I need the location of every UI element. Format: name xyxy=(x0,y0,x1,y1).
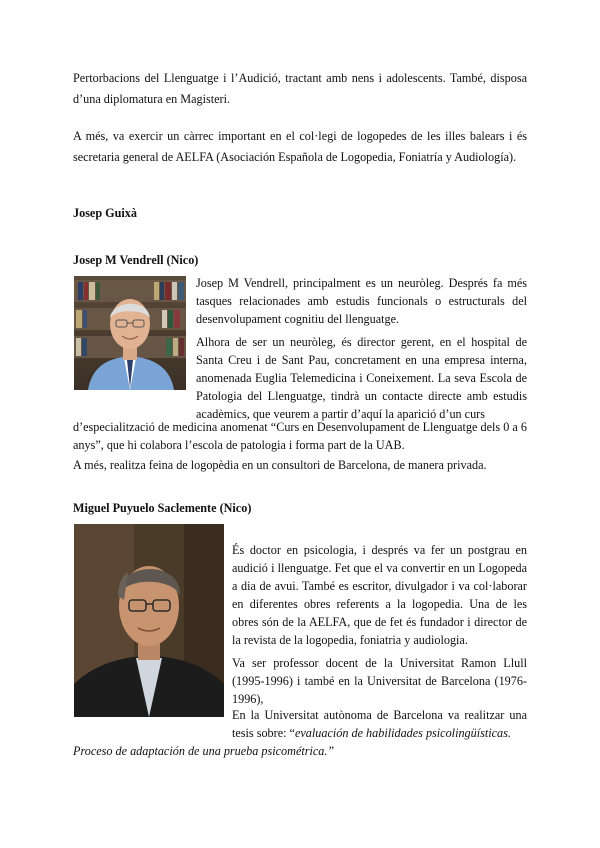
puyuelo-floated-text xyxy=(232,541,527,713)
heading-josep-vendrell: Josep M Vendrell (Nico) xyxy=(73,253,199,267)
thesis-title-part-2: Proceso de adaptación de una prueba psicométrica xyxy=(73,744,325,758)
puyuelo-photo xyxy=(74,524,224,717)
vendrell-paragraph-2-start: Alhora de ser un neuròleg, és director gerent, en el hospital de Santa Creu i de Sant Pau, concretament en una empresa interna, anomenada Euglia Telemedicina i Coneixement. La seva Escola de Patologia del Llenguatge, tindrà un contacte directe amb estudis acadèmics, que veurem a partir d’aquí la aparició d’un curs xyxy=(196,335,527,421)
heading-miguel-puyuelo: Miguel Puyuelo Saclemente (Nico) xyxy=(73,501,252,515)
puyuelo-paragraph-1: És doctor en psicologia, i després va fer un postgrau en audició i llenguatge. Fet que el va convertir en un Logopeda a dia de avui. També es escritor, divulgador i va col·laborar en diferentes obres referents a la logopedia. Una de les obres són de la AELFA, que de fet és fundador i director de la revista de la logopedia, foniatria y audiologia. xyxy=(232,543,527,647)
heading-josep-guixa: Josep Guixà xyxy=(73,206,137,220)
vendrell-floated-text xyxy=(196,274,527,428)
vendrell-paragraph-3: A més, realitza feina de logopèdia en un consultori de Barcelona, de manera privada. xyxy=(73,458,487,472)
intro-paragraph-2: A més, va exercir un càrrec important en el col·legi de logopedes de les illes balears i és secretaria general de AELFA (Asociación Española de Logopedia, Foniatría y Audiología). xyxy=(73,129,527,164)
intro-paragraph-1: Pertorbacions del Llenguatge i l’Audició, tractant amb nens i adolescents. També, disposa d’una diplomatura en Magisteri. xyxy=(73,71,527,106)
thesis-intro: En la Universitat autònoma de Barcelona va realitzar una tesis sobre: “ xyxy=(232,708,527,740)
puyuelo-paragraph-2: Va ser professor docent de la Universitat Ramon Llull (1995-1996) i també en la Universitat de Barcelona (1976-1996), xyxy=(232,656,527,706)
thesis-title-part-1: evaluación de habilidades psicolingüísticas. xyxy=(294,726,511,740)
puyuelo-paragraph-3 xyxy=(73,706,527,760)
vendrell-paragraph-2-end: d’especialització de medicina anomenat “Curs en Desenvolupament de Llenguatge dels 0 a 6 anys”, que hi colabora l’escola de patologia i forma part de la UAB. xyxy=(73,420,527,452)
thesis-close: .” xyxy=(324,744,335,758)
vendrell-paragraph-1: Josep M Vendrell, principalment es un neuròleg. Després fa més tasques relacionades amb estudis funcionals o estructurals del desenvolupament cognitiu del llenguatge. xyxy=(196,276,527,326)
vendrell-photo xyxy=(74,276,186,390)
